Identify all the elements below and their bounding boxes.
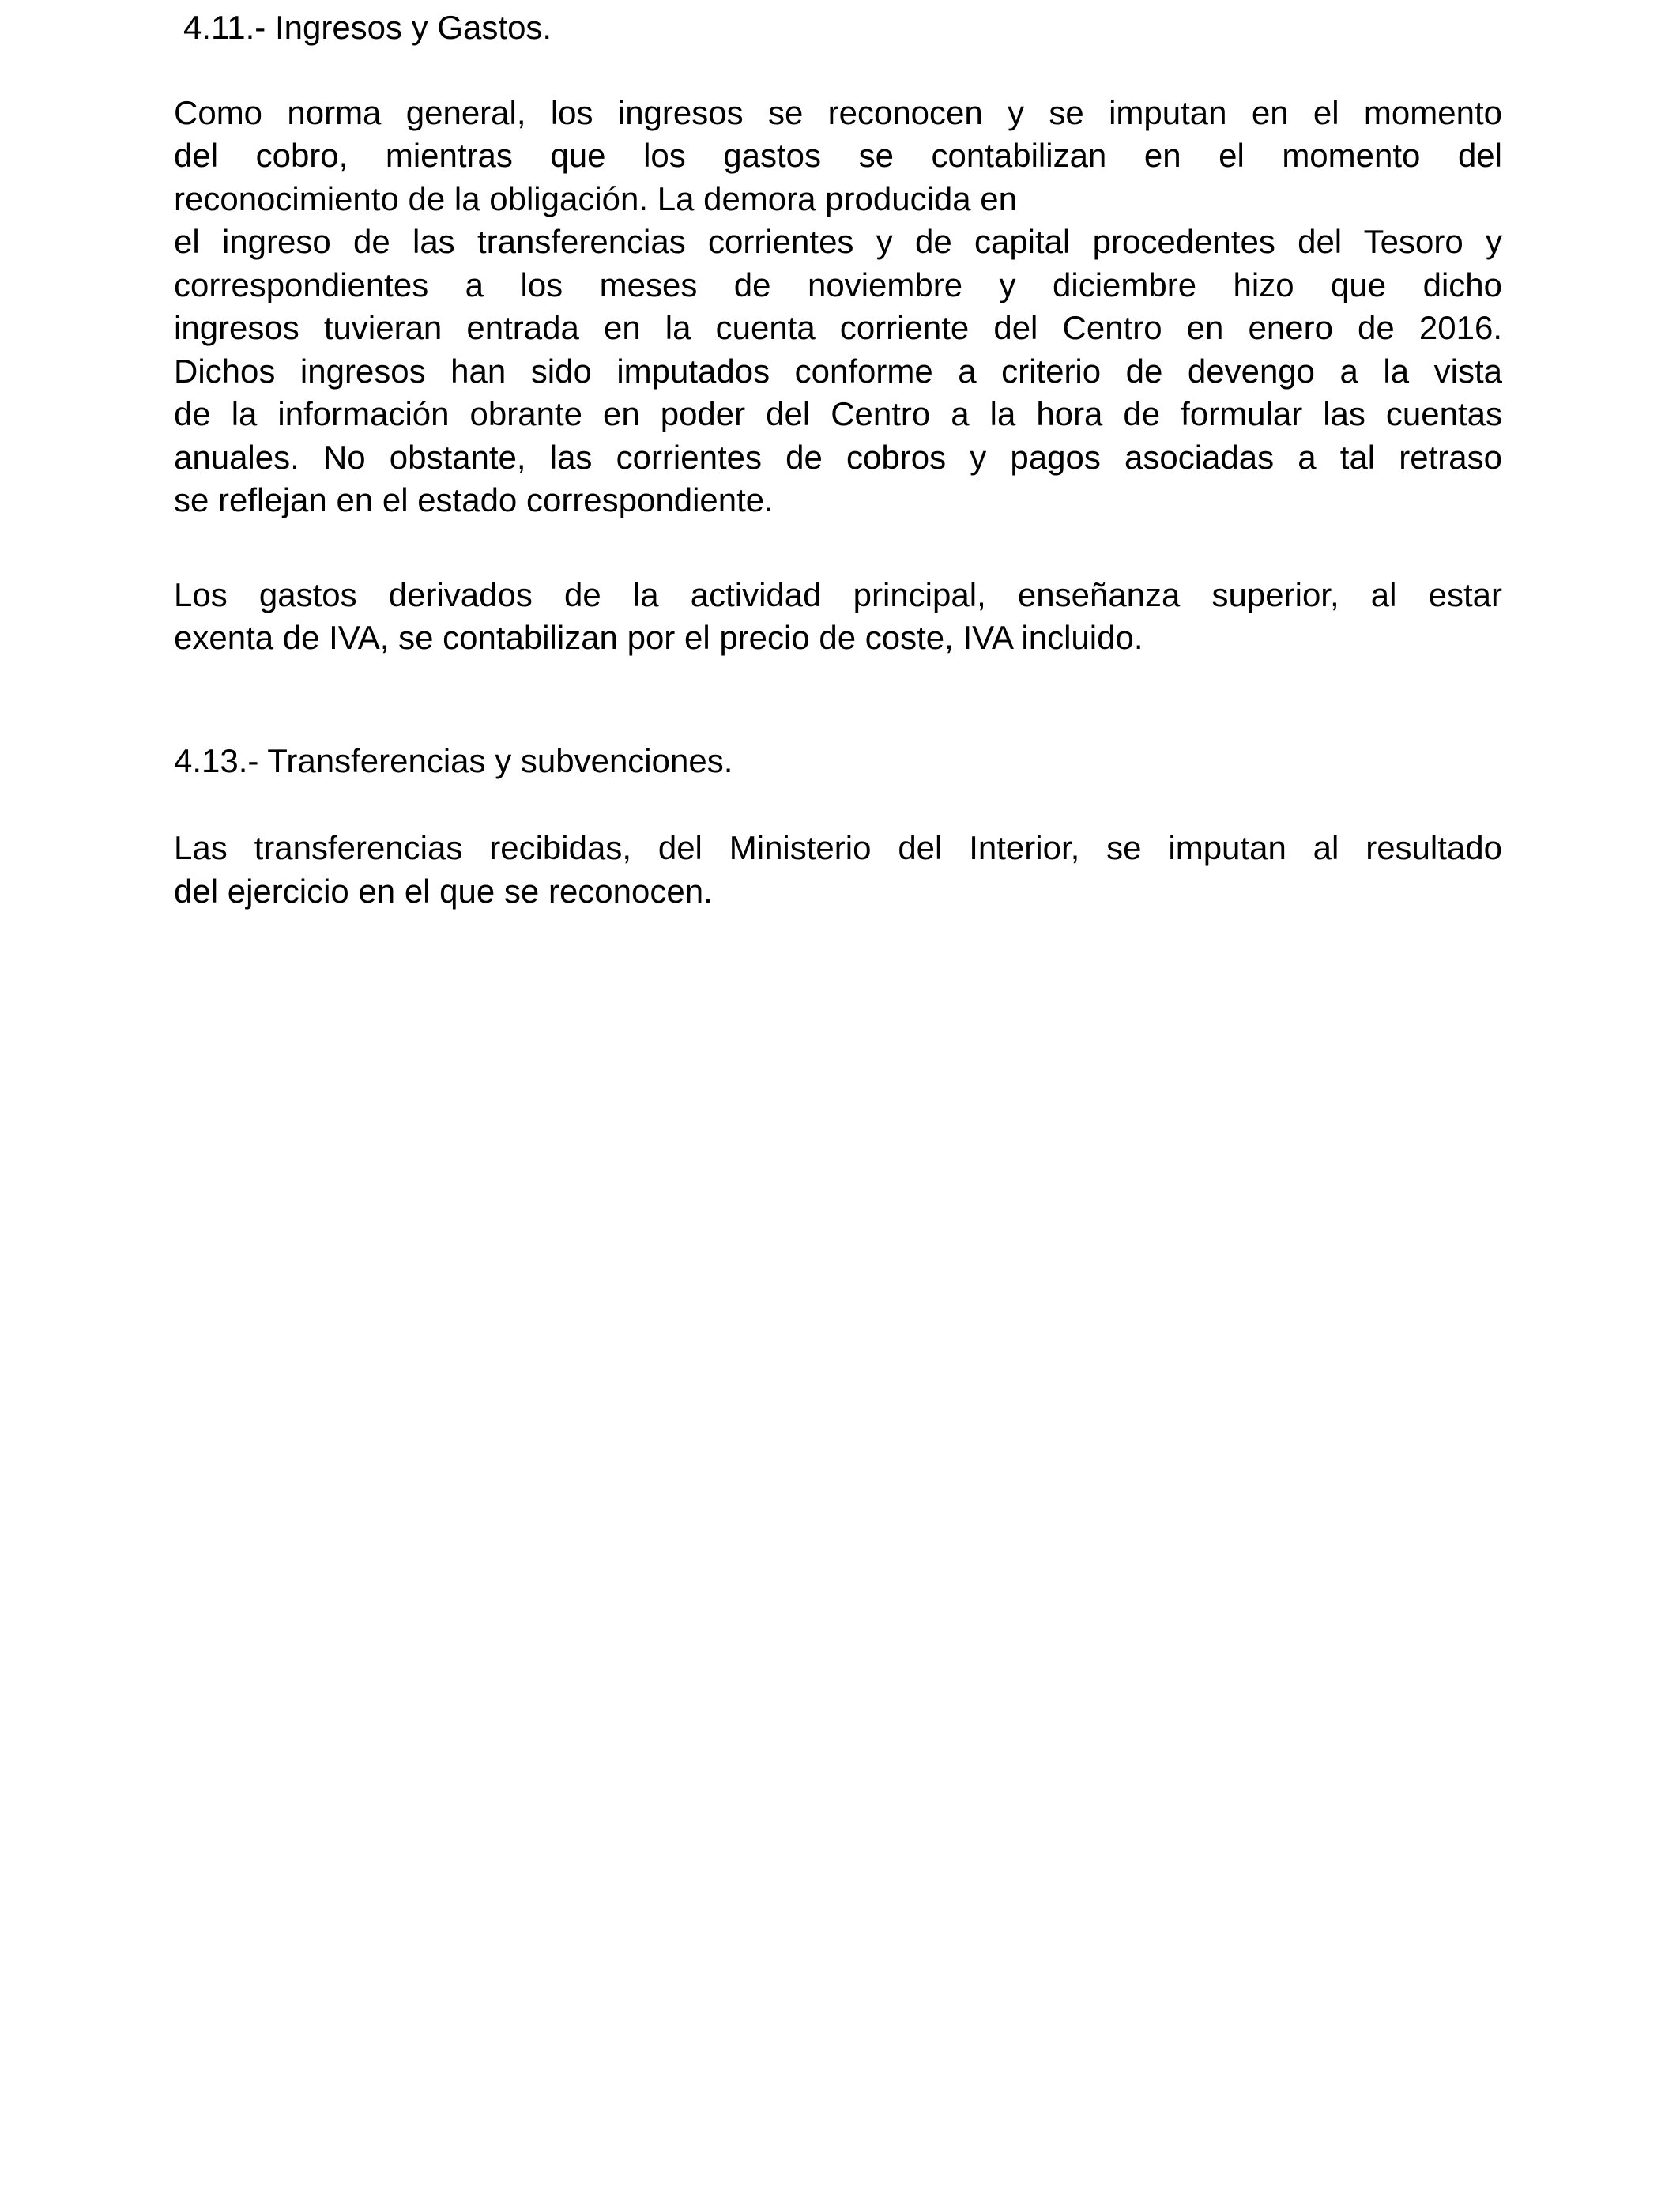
text-line: reconocimiento de la obligación. La demora producida en bbox=[174, 179, 1018, 217]
section-heading-4-13: 4.13.- Transferencias y subvenciones. bbox=[174, 741, 733, 779]
text-line: el ingreso de las transferencias corrientes y de capital procedentes del Tesoro y bbox=[174, 223, 1502, 260]
section-heading-4-11: 4.11.- Ingresos y Gastos. bbox=[183, 9, 552, 46]
spacer bbox=[174, 522, 1502, 574]
spacer bbox=[174, 782, 1502, 827]
paragraph-transferencias bbox=[174, 827, 1502, 913]
text-line: de la información obrante en poder del Centro a la hora de formular las cuentas bbox=[174, 395, 1502, 432]
text-line: Los gastos derivados de la actividad principal, enseñanza superior, al estar bbox=[174, 575, 1502, 613]
text-line: Dichos ingresos han sido imputados conforme a criterio de devengo a la vista bbox=[174, 352, 1502, 390]
text-line: Las transferencias recibidas, del Ministerio del Interior, se imputan al resultado bbox=[174, 829, 1502, 866]
text-line: ingresos tuvieran entrada en la cuenta corriente del Centro en enero de 2016. bbox=[174, 309, 1502, 346]
text-line: correspondientes a los meses de noviembre y diciembre hizo que dicho bbox=[174, 266, 1502, 303]
paragraph-gastos-actividad bbox=[174, 574, 1502, 660]
text-line: del ejercicio en el que se reconocen. bbox=[174, 872, 713, 910]
document-body bbox=[174, 6, 1502, 913]
text-line: exenta de IVA, se contabilizan por el precio de coste, IVA incluido. bbox=[174, 619, 1143, 656]
text-line: se reflejan en el estado correspondiente. bbox=[174, 481, 774, 518]
text-line: del cobro, mientras que los gastos se contabilizan en el momento del bbox=[174, 137, 1502, 174]
text-line: anuales. No obstante, las corrientes de cobros y pagos asociadas a tal retraso bbox=[174, 438, 1502, 476]
paragraph-ingresos-gastos bbox=[174, 92, 1502, 522]
text-line: Como norma general, los ingresos se reconocen y se imputan en el momento bbox=[174, 93, 1502, 131]
spacer bbox=[174, 50, 1502, 92]
spacer bbox=[174, 660, 1502, 740]
